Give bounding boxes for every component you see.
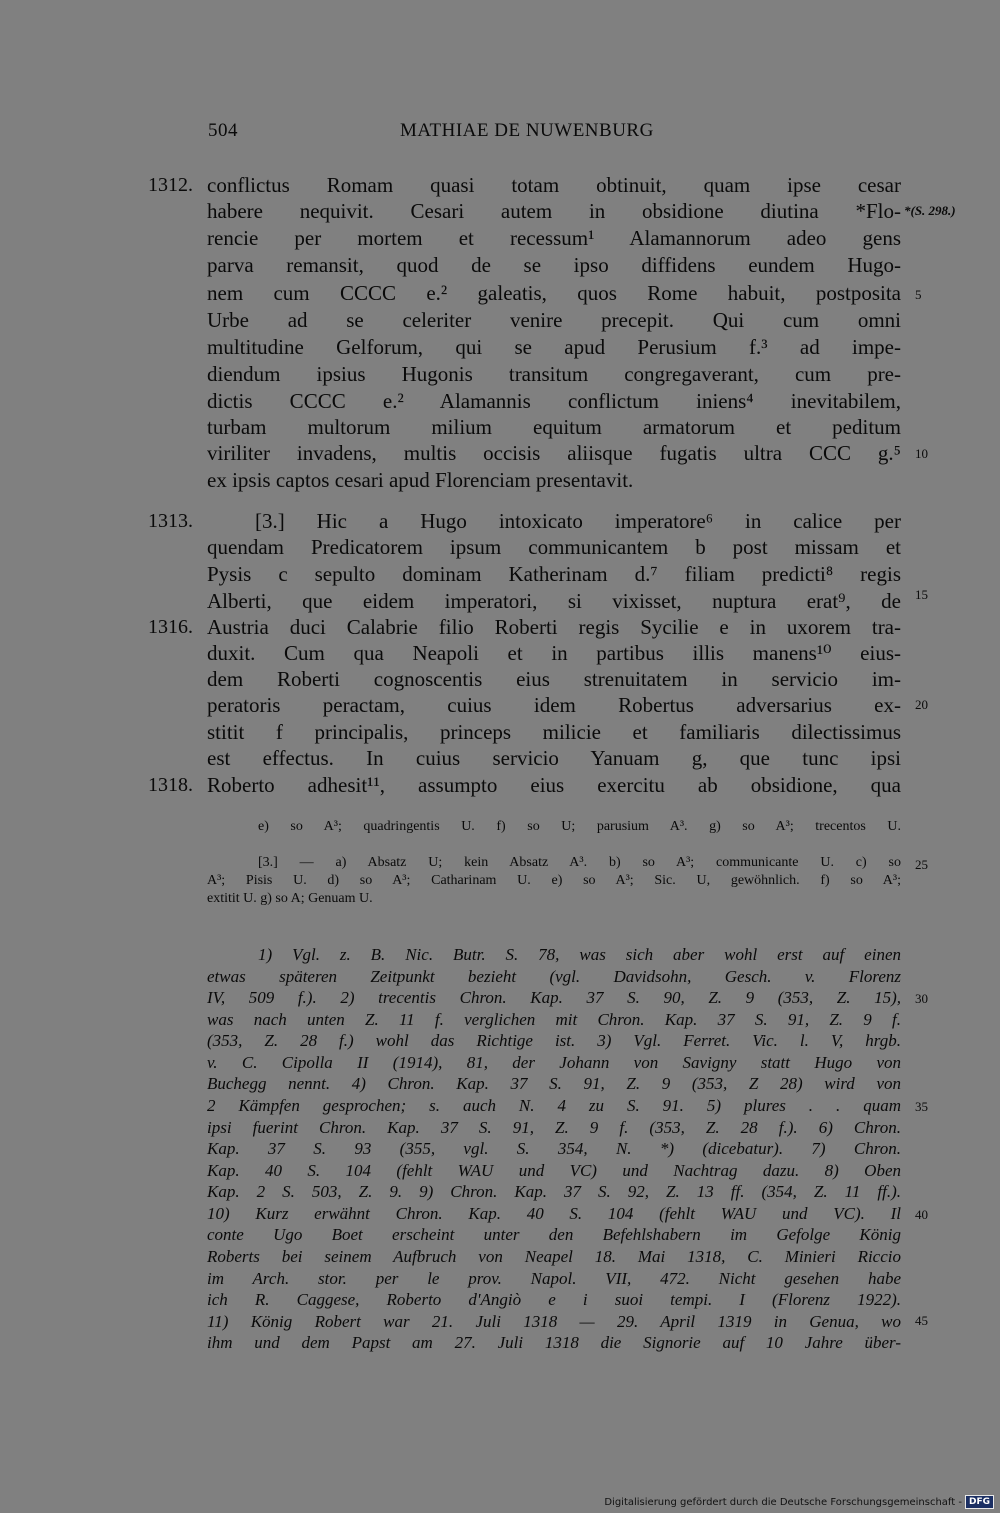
line-number: 40 bbox=[915, 1207, 928, 1222]
footnote-line: IV, 509 f.). 2) trecentis Chron. Kap. 37 S. 90, Z. 9 (353, Z. 15), bbox=[207, 988, 901, 1007]
page-number: 504 bbox=[208, 120, 238, 141]
line-number: 30 bbox=[915, 991, 928, 1006]
footnote-line: 2 Kämpfen gesprochen; s. auch N. 4 zu S. 91. 5) plures . . quam bbox=[207, 1096, 901, 1115]
footnote-line: 1) Vgl. z. B. Nic. Butr. S. 78, was sich aber wohl erst auf einen bbox=[258, 945, 901, 964]
text-line: duxit. Cum qua Neapoli et in partibus illis manens¹⁰ eius- bbox=[207, 641, 901, 665]
text-line: dictis CCCC e.² Alamannis conflictum iniens⁴ inevitabilem, bbox=[207, 389, 901, 413]
footnote-line: ich R. Caggese, Roberto d'Angiò e i suoi tempi. I (Florenz 1922). bbox=[207, 1290, 901, 1309]
footnote-line: v. C. Cipolla II (1914), 81, der Johann von Savigny statt Hugo von bbox=[207, 1053, 901, 1072]
footnote-line: Roberts bei seinem Aufbruch von Neapel 18. Mai 1318, C. Minieri Riccio bbox=[207, 1247, 901, 1266]
text-line: diendum ipsius Hugonis transitum congregaverant, cum pre- bbox=[207, 362, 901, 386]
text-line: habere nequivit. Cesari autem in obsidione diutina *Flo- bbox=[207, 199, 901, 223]
text-line: est effectus. In cuius servicio Yanuam g, que tunc ipsi bbox=[207, 746, 901, 770]
year-1312: 1312. bbox=[148, 174, 193, 196]
text-line: Roberto adhesit¹¹, assumpto eius exercitu ab obsidione, qua bbox=[207, 773, 901, 797]
footnote-line: was nach unten Z. 11 f. verglichen mit Chron. Kap. 37 S. 91, Z. 9 f. bbox=[207, 1010, 901, 1029]
footnote-line: (353, Z. 28 f.) wohl das Richtige ist. 3) Vgl. Ferret. Vic. l. V, hrgb. bbox=[207, 1031, 901, 1050]
footnote-line: etwas späteren Zeitpunkt bezieht (vgl. Davidsohn, Gesch. v. Florenz bbox=[207, 967, 901, 986]
line-number: 35 bbox=[915, 1099, 928, 1114]
text-line: dem Roberti cognoscentis eius strenuitatem in servicio im- bbox=[207, 667, 901, 691]
year-1316: 1316. bbox=[148, 616, 193, 638]
text-line: Austria duci Calabrie filio Roberti regis Sycilie e in uxorem tra- bbox=[207, 615, 901, 639]
footnote-line: ihm und dem Papst am 27. Juli 1318 die Signorie auf 10 Jahre über- bbox=[207, 1333, 901, 1352]
footnote-line: conte Ugo Boet erscheint unter den Befehlshabern im Gefolge König bbox=[207, 1225, 901, 1244]
footnote-line: 11) König Robert war 21. Juli 1318 — 29. April 1319 in Genua, wo bbox=[207, 1312, 901, 1331]
footnote-line: Kap. 37 S. 93 (355, vgl. S. 354, N. *) (dicebatur). 7) Chron. bbox=[207, 1139, 901, 1158]
line-number: 5 bbox=[915, 287, 922, 302]
text-line: [3.] Hic a Hugo intoxicato imperatore⁶ in calice per bbox=[255, 509, 901, 533]
text-line: turbam multorum milium equitum armatorum et peditum bbox=[207, 415, 901, 439]
text-line: quendam Predicatorem ipsum communicantem b post missam et bbox=[207, 535, 901, 559]
line-number: 20 bbox=[915, 697, 928, 712]
text-line: conflictus Romam quasi totam obtinuit, quam ipse cesar bbox=[207, 173, 901, 197]
line-number: 45 bbox=[915, 1313, 928, 1328]
footnote-line: im Arch. stor. per le prov. Napol. VII, 472. Nicht gesehen habe bbox=[207, 1269, 901, 1288]
text-line: stitit f principalis, princeps milicie et familiaris dilectissimus bbox=[207, 720, 901, 744]
line-number: 10 bbox=[915, 446, 928, 461]
variant-line: extitit U. g) so A; Genuam U. bbox=[207, 891, 373, 906]
year-1313: 1313. bbox=[148, 510, 193, 532]
digitization-credit bbox=[604, 1495, 994, 1509]
variant-line: A³; Pisis U. d) so A³; Catharinam U. e) so A³; Sic. U, gewöhnlich. f) so A³; bbox=[207, 873, 901, 888]
text-line: Pysis c sepulto dominam Katherinam d.⁷ filiam predicti⁸ regis bbox=[207, 562, 901, 586]
variant-line: [3.] — a) Absatz U; kein Absatz A³. b) so A³; communicante U. c) so bbox=[258, 855, 901, 870]
text-line: Alberti, que eidem imperatori, si vixisset, nuptura erat⁹, de bbox=[207, 589, 901, 613]
footnote-line: Kap. 2 S. 503, Z. 9. 9) Chron. Kap. 37 S. 92, Z. 13 ff. (354, Z. 11 ff.). bbox=[207, 1182, 901, 1201]
line-number: 15 bbox=[915, 587, 928, 602]
dfg-logo: DFG bbox=[965, 1495, 994, 1509]
footnote-line: Kap. 40 S. 104 (fehlt WAU und VC) und Nachtrag dazu. 8) Oben bbox=[207, 1161, 901, 1180]
footnote-line: Buchegg nennt. 4) Chron. Kap. 37 S. 91, Z. 9 (353, Z 28) wird von bbox=[207, 1074, 901, 1093]
text-line: peratoris peractam, cuius idem Robertus adversarius ex- bbox=[207, 693, 901, 717]
variant-line: e) so A³; quadringentis U. f) so U; parusium A³. g) so A³; trecentos U. bbox=[258, 819, 901, 834]
text-line: nem cum CCCC e.² galeatis, quos Rome habuit, postposita bbox=[207, 281, 901, 305]
text-line: ex ipsis captos cesari apud Florenciam presentavit. bbox=[207, 468, 634, 492]
footnote-line: ipsi fuerint Chron. Kap. 37 S. 91, Z. 9 f. (353, Z. 28 f.). 6) Chron. bbox=[207, 1118, 901, 1137]
text-line: viriliter invadens, multis occisis aliisque fugatis ultra CCC g.⁵ bbox=[207, 441, 901, 465]
text-line: rencie per mortem et recessum¹ Alamannorum adeo gens bbox=[207, 226, 901, 250]
page-reference-note: *(S. 298.) bbox=[904, 203, 956, 218]
line-number: 25 bbox=[915, 857, 928, 872]
credit-text: Digitalisierung gefördert durch die Deutsche Forschungsgemeinschaft - bbox=[604, 1496, 962, 1508]
year-1318: 1318. bbox=[148, 774, 193, 796]
text-line: parva remansit, quod de se ipso diffidens eundem Hugo- bbox=[207, 253, 901, 277]
text-line: multitudine Gelforum, qui se apud Perusium f.³ ad impe- bbox=[207, 335, 901, 359]
footnote-line: 10) Kurz erwähnt Chron. Kap. 40 S. 104 (fehlt WAU und VC). Il bbox=[207, 1204, 901, 1223]
text-line: Urbe ad se celeriter venire precepit. Qui cum omni bbox=[207, 308, 901, 332]
running-title: MATHIAE DE NUWENBURG bbox=[400, 120, 654, 141]
